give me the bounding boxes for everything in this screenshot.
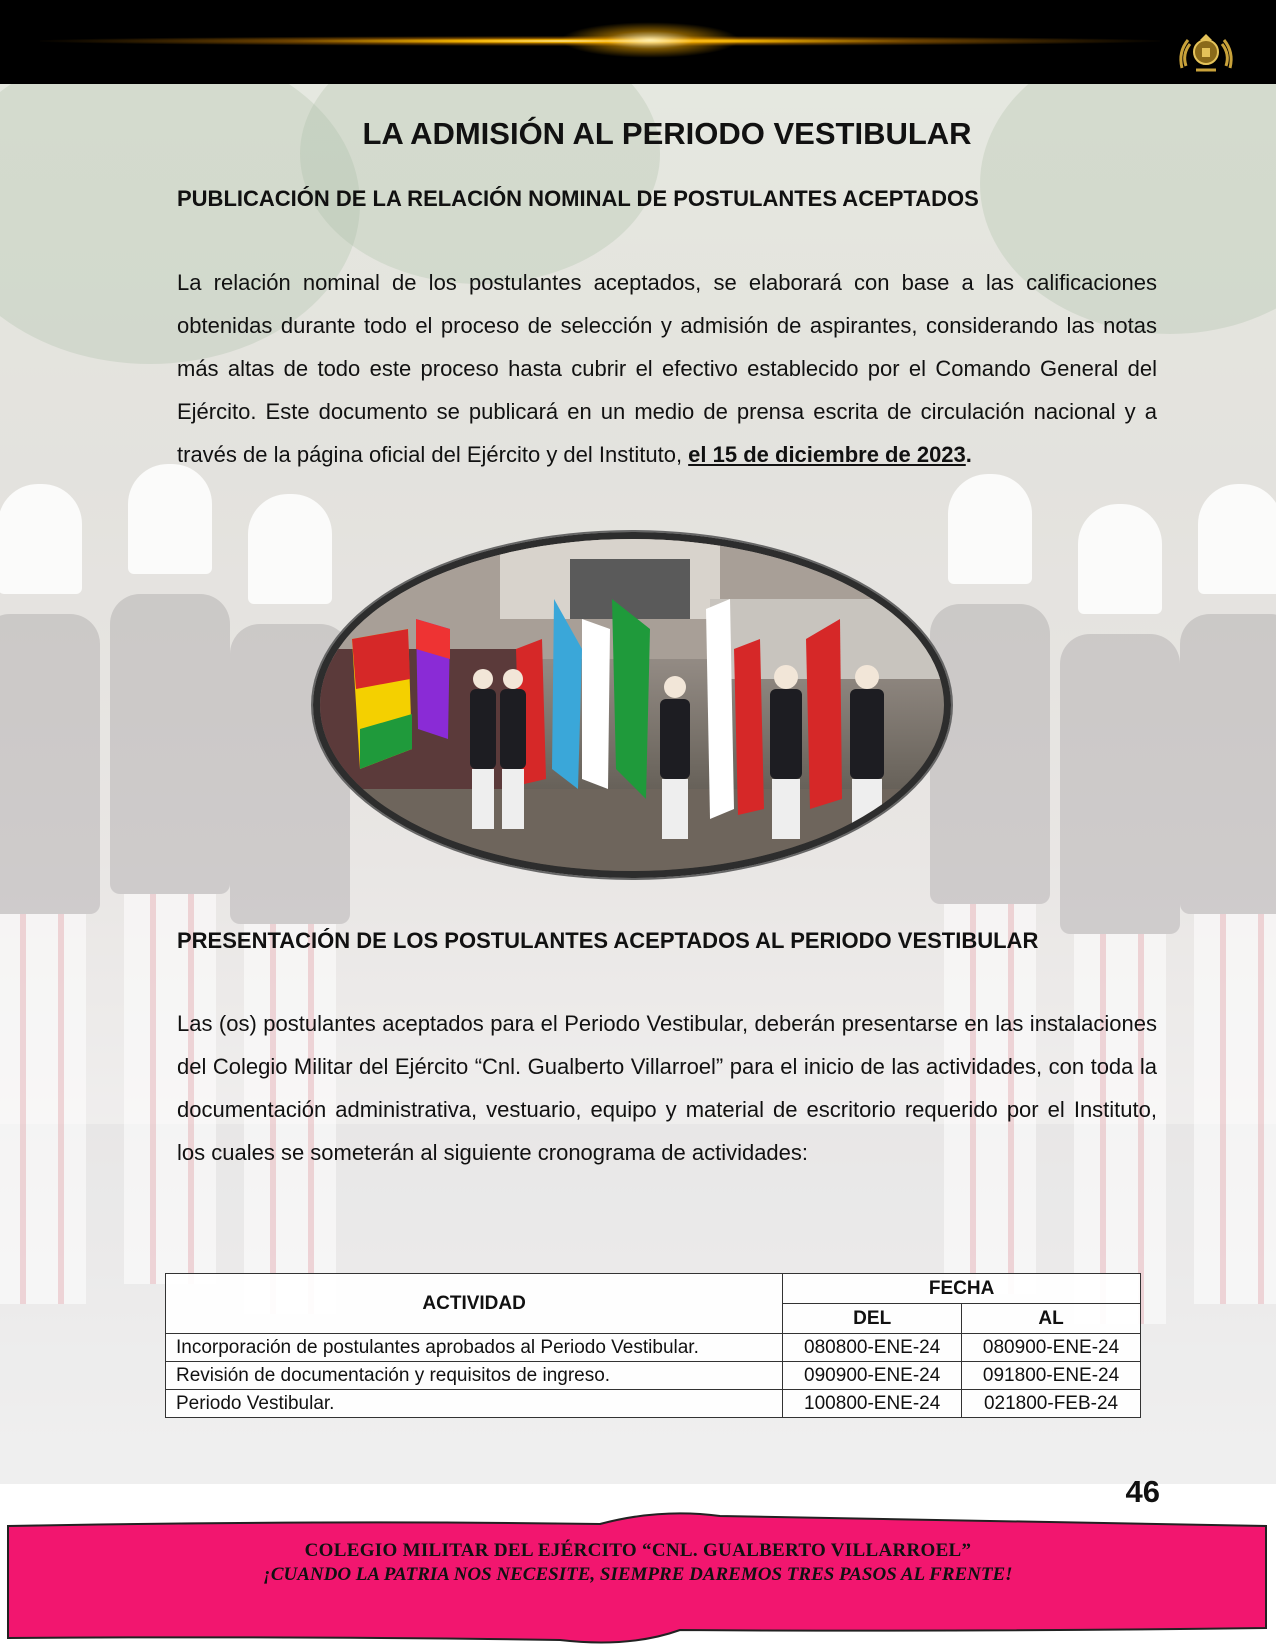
- table-row: [166, 1362, 1141, 1390]
- table-row: [166, 1390, 1141, 1418]
- col-activity-header: ACTIVIDAD: [166, 1274, 783, 1334]
- col-to-header: AL: [962, 1304, 1141, 1334]
- footer-institution: COLEGIO MILITAR DEL EJÉRCITO “CNL. GUALBERTO VILLARROEL”: [304, 1540, 972, 1561]
- military-laurel-emblem-icon: [1176, 30, 1236, 74]
- page-number: 46: [1125, 1474, 1160, 1509]
- header-band: [0, 0, 1276, 84]
- publication-date: el 15 de diciembre de 2023: [688, 442, 966, 467]
- to-cell: 080900-ENE-24: [962, 1334, 1141, 1362]
- cadets-flags-illustration: [320, 539, 944, 871]
- col-date-header: FECHA: [783, 1274, 1141, 1304]
- section1-end: .: [965, 442, 972, 467]
- section2-paragraph: Las (os) postulantes aceptados para el Periodo Vestibular, deberán presentarse en las instalaciones del Colegio Militar del Ejército “Cnl. Gualberto Villarroel” para el inicio de las actividades, con toda la documentación administrativa, vestuario, equipo y material de escritorio requerido por el Instituto, los cuales se someterán al siguiente cronograma de actividades:: [177, 1011, 1157, 1165]
- section1-heading: PUBLICACIÓN DE LA RELACIÓN NOMINAL DE POSTULANTES ACEPTADOS: [177, 186, 979, 211]
- activity-cell: Revisión de documentación y requisitos de ingreso.: [166, 1362, 783, 1390]
- header-light-core: [560, 22, 740, 58]
- page-title: LA ADMISIÓN AL PERIODO VESTIBULAR: [362, 116, 972, 151]
- footer-motto: ¡CUANDO LA PATRIA NOS NECESITE, SIEMPRE DAREMOS TRES PASOS AL FRENTE!: [263, 1564, 1013, 1585]
- to-cell: 091800-ENE-24: [962, 1362, 1141, 1390]
- from-cell: 100800-ENE-24: [783, 1390, 962, 1418]
- schedule-table: [165, 1273, 1141, 1418]
- footer-text: [0, 1540, 1276, 1586]
- section1-text: La relación nominal de los postulantes aceptados, se elaborará con base a las calificaciones obtenidas durante todo el proceso de selección y admisión de aspirantes, considerando las notas más altas de todo este proceso hasta cubrir el efectivo establecido por el Comando General del Ejército. Este documento se publicará en un medio de prensa escrita de circulación nacional y a través de la página oficial del Ejército y del Instituto,: [177, 270, 1157, 467]
- cadets-flags-photo: [313, 532, 951, 878]
- section2-heading: PRESENTACIÓN DE LOS POSTULANTES ACEPTADOS AL PERIODO VESTIBULAR: [177, 928, 1039, 953]
- to-cell: 021800-FEB-24: [962, 1390, 1141, 1418]
- section1-paragraph: [177, 261, 1157, 476]
- activity-cell: Periodo Vestibular.: [166, 1390, 783, 1418]
- col-from-header: DEL: [783, 1304, 962, 1334]
- from-cell: 080800-ENE-24: [783, 1334, 962, 1362]
- activity-cell: Incorporación de postulantes aprobados al Periodo Vestibular.: [166, 1334, 783, 1362]
- table-row: [166, 1334, 1141, 1362]
- from-cell: 090900-ENE-24: [783, 1362, 962, 1390]
